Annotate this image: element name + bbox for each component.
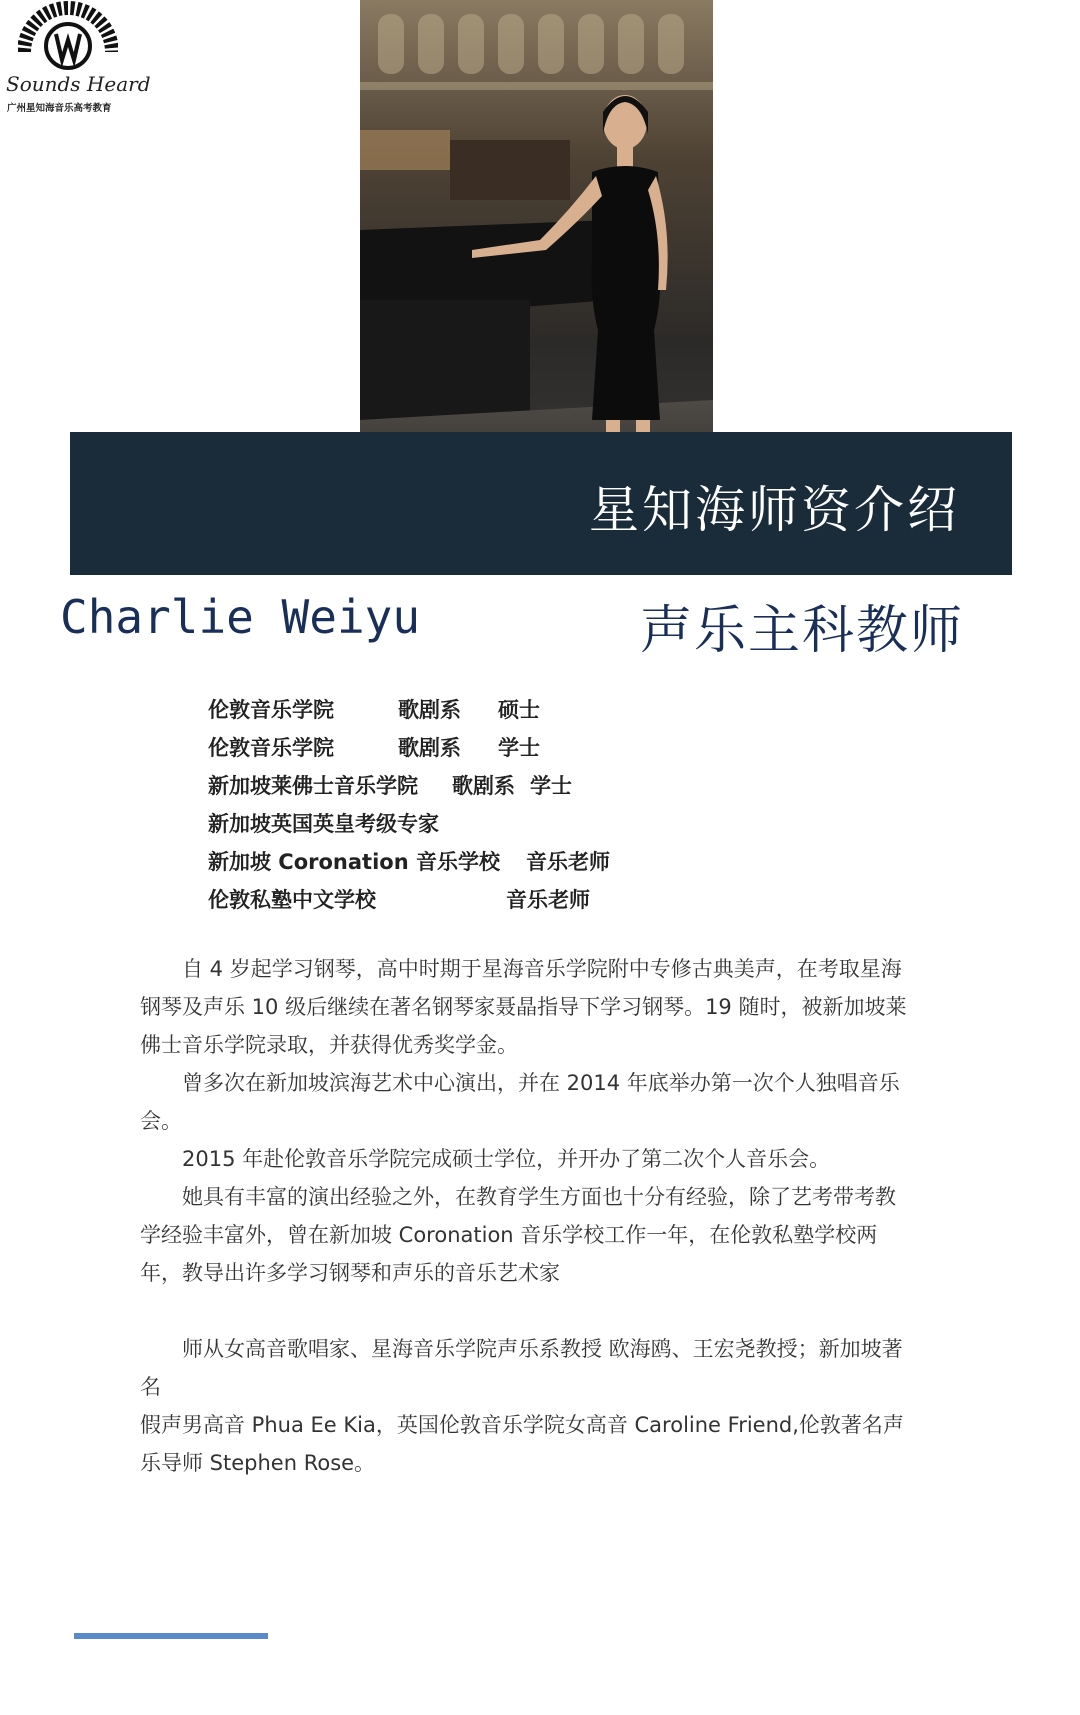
bio-paragraph: 乐导师 Stephen Rose。: [140, 1451, 376, 1475]
credential-row: [208, 808, 808, 846]
accent-divider: [74, 1633, 268, 1639]
header-banner: [70, 432, 1012, 575]
teacher-role: 声乐主科教师: [640, 601, 965, 661]
credential-degree: 音乐老师: [526, 850, 610, 874]
credential-school: 新加坡 Coronation: [208, 850, 409, 874]
credential-degree: 音乐老师: [506, 888, 590, 912]
credential-department: 歌剧系: [452, 774, 515, 798]
credential-degree: 学士: [530, 774, 572, 798]
bio-paragraph: 假声男高音 Phua Ee Kia，英国伦敦音乐学院女高音 Caroline Friend,伦敦著名声: [140, 1413, 904, 1437]
credential-row: [208, 694, 808, 732]
credential-row: [208, 770, 808, 808]
credential-school: 伦敦音乐学院: [208, 736, 334, 760]
piano-keys-emblem-icon: [18, 0, 118, 72]
credential-school: 新加坡莱佛士音乐学院: [208, 774, 418, 798]
logo: [4, 0, 151, 120]
credential-degree: 学士: [498, 736, 540, 760]
bio-paragraph: 2015 年赴伦敦音乐学院完成硕士学位，并开办了第二次个人音乐会。: [182, 1147, 831, 1171]
bio-paragraph: 自 4 岁起学习钢琴，高中时期于星海音乐学院附中专修古典美声，在考取星海钢琴及声乐 10 级后继续在著名钢琴家聂晶指导下学习钢琴。19 随时，被新加坡莱佛士音乐学院录取，并获得优秀奖学金。: [140, 957, 907, 1057]
logo-subtitle: 广州星知海音乐高考教育: [7, 103, 112, 114]
teacher-name: Charlie Weiyu: [60, 590, 421, 644]
bio-paragraph: 她具有丰富的演出经验之外，在教育学生方面也十分有经验，除了艺考带考教学经验丰富外，曾在新加坡 Coronation 音乐学校工作一年，在伦敦私塾学校两年，教导出许多学习钢琴和声乐的音乐艺术家: [140, 1185, 896, 1285]
credential-school: 新加坡英国英皇考级专家: [208, 812, 439, 836]
biography: [140, 950, 910, 1482]
credential-row: [208, 884, 808, 922]
credentials-list: [208, 694, 808, 922]
credential-row: [208, 846, 808, 884]
credential-department: 歌剧系: [398, 698, 461, 722]
credential-school: 伦敦私塾中文学校: [208, 888, 376, 912]
bio-paragraph: 曾多次在新加坡滨海艺术中心演出，并在 2014 年底举办第一次个人独唱音乐会。: [140, 1071, 900, 1133]
credential-school: 伦敦音乐学院: [208, 698, 334, 722]
credential-department: 音乐学校: [416, 850, 500, 874]
banner-title: 星知海师资介绍: [589, 481, 960, 539]
bio-paragraph: 师从女高音歌唱家、星海音乐学院声乐系教授 欧海鸥、王宏尧教授；新加坡著名: [140, 1337, 903, 1399]
credential-degree: 硕士: [498, 698, 540, 722]
logo-script-text: Sounds Heard: [6, 72, 151, 96]
credential-department: 歌剧系: [398, 736, 461, 760]
credential-row: [208, 732, 808, 770]
